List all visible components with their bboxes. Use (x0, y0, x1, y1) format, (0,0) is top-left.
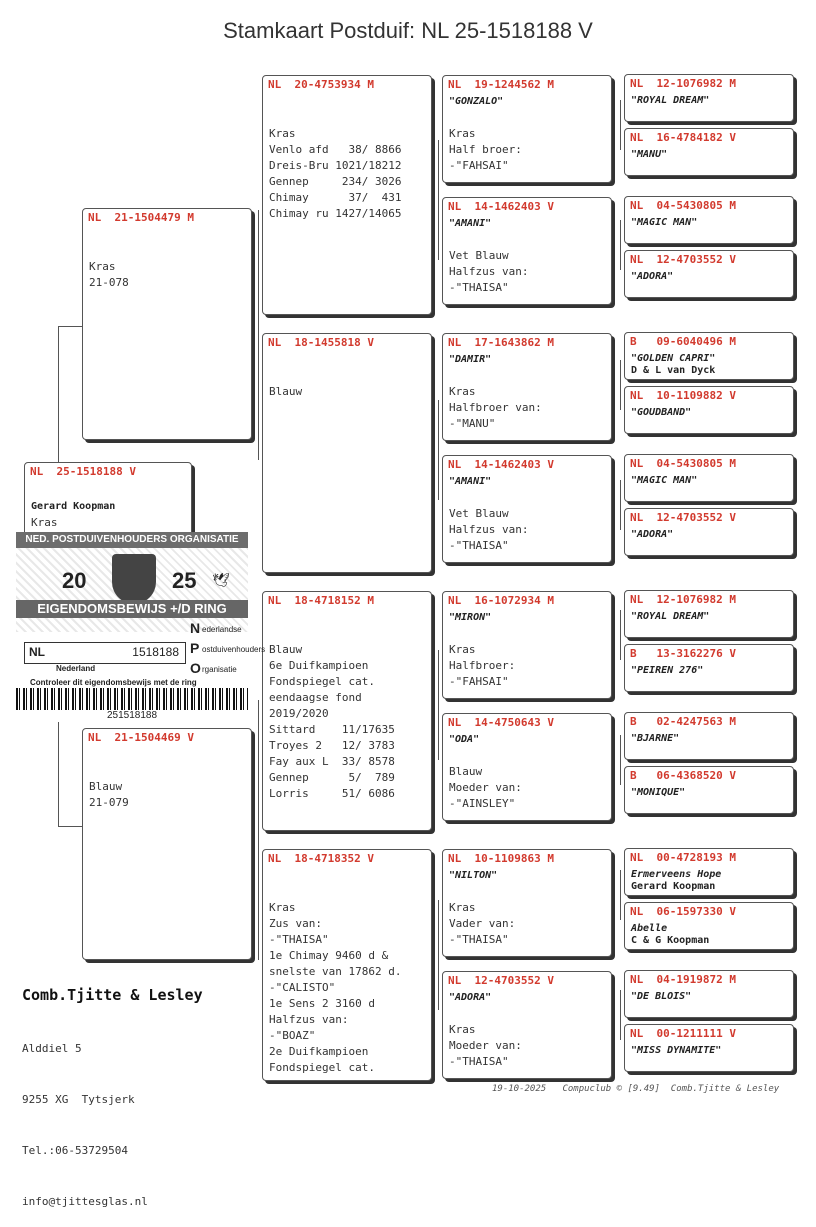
certificate-letter: P (190, 640, 200, 656)
pigeon-name: Abelle (631, 923, 668, 934)
pigeon-name: "ROYAL DREAM" (631, 95, 710, 106)
card-line: Kras (449, 1023, 476, 1036)
ring-number: NL 12-1076982 M (630, 593, 736, 606)
card-line: 6e Duifkampioen (269, 659, 369, 672)
ancestor-card (624, 454, 794, 502)
card-line: Troyes 2 12/ 3783 (269, 739, 395, 752)
great-grandparent-card (442, 455, 612, 563)
dove-icon: 🕊 (212, 572, 230, 588)
card-line: Fondspiegel cat. (269, 1061, 375, 1074)
connector-line (620, 220, 621, 270)
card-line: Vader van: (449, 917, 516, 930)
ring-number: NL 19-1244562 M (448, 78, 554, 91)
pigeon-name: "GOLDEN CAPRI" (631, 353, 716, 364)
pigeon-name: "GOUDBAND" (631, 407, 692, 418)
card-line: -"THAISA" (449, 933, 509, 946)
card-line: Blauw (269, 643, 303, 656)
great-grandparent-card (442, 333, 612, 441)
connector-line (438, 900, 439, 1010)
pigeon-name: "AMANI" (449, 218, 492, 229)
connector-line (258, 700, 259, 960)
certificate-note: Controleer dit eigendomsbewijs met de ring (30, 678, 197, 687)
card-line: -"THAISA" (269, 933, 329, 946)
certificate-letter-word: ederlandse (202, 625, 242, 634)
card-line: Kras (89, 260, 116, 273)
great-grandparent-card (442, 971, 612, 1079)
ring-number: NL 16-1072934 M (448, 594, 554, 607)
ring-number: NL 12-1076982 M (630, 77, 736, 90)
ring-number: NL 25-1518188 V (30, 465, 136, 478)
ancestor-card (624, 128, 794, 176)
ring-number: B 13-3162276 V (630, 647, 736, 660)
card-line: 1e Chimay 9460 d & (269, 949, 389, 962)
ring-number: NL 12-4703552 V (630, 253, 736, 266)
certificate-letter: O (190, 660, 201, 676)
card-line: Dreis-Bru 1021/18212 (269, 159, 402, 172)
certificate-banner: EIGENDOMSBEWIJS +/D RING (16, 600, 248, 618)
certificate-country: Nederland (56, 664, 96, 673)
card-line: -"FAHSAI" (449, 159, 509, 172)
card-line: Moeder van: (449, 781, 522, 794)
ring-number: NL 14-1462403 V (448, 200, 554, 213)
card-line: 21-078 (89, 276, 129, 289)
ancestor-card (624, 74, 794, 122)
card-line: -"CALISTO" (269, 981, 336, 994)
card-line: -"THAISA" (449, 1055, 509, 1068)
grandparent-card (262, 333, 432, 573)
pigeon-name: "DE BLOIS" (631, 991, 692, 1002)
pigeon-name: "ADORA" (631, 529, 674, 540)
address-line: 9255 XG Tytsjerk (22, 1093, 135, 1106)
card-line: eendaagse fond (269, 691, 362, 704)
ancestor-card (624, 644, 794, 692)
connector-line (258, 210, 259, 460)
pigeon-name: "PEIREN 276" (631, 665, 704, 676)
ancestor-card (624, 848, 794, 896)
card-line: Kras (31, 516, 58, 529)
card-line: Halfzus van: (269, 1013, 349, 1026)
pigeon-name: "MAGIC MAN" (631, 475, 698, 486)
connector-line (620, 870, 621, 920)
card-line: -"THAISA" (449, 539, 509, 552)
certificate-letter-word: rganisatie (202, 665, 237, 674)
pigeon-name: "ROYAL DREAM" (631, 611, 710, 622)
card-line: Halfzus van: (449, 265, 529, 278)
subject-pigeon-card (24, 462, 192, 536)
print-info: 19-10-2025 Compuclub © [9.49] Comb.Tjitte & Lesley (492, 1084, 780, 1094)
pigeon-name: "MIRON" (449, 612, 492, 623)
card-line: Vet Blauw (449, 249, 509, 262)
card-line: -"BOAZ" (269, 1029, 316, 1042)
pigeon-name: "BJARNE" (631, 733, 680, 744)
card-line: 1e Sens 2 3160 d (269, 997, 375, 1010)
connector-line (620, 360, 621, 410)
ancestor-card (624, 1024, 794, 1072)
breeder-name: Comb.Tjitte & Lesley (22, 986, 203, 1004)
card-line: Kras (269, 901, 296, 914)
card-line: Kras (449, 127, 476, 140)
grandparent-card (262, 849, 432, 1081)
certificate-ring-field (24, 642, 186, 664)
ring-number: NL 14-1462403 V (448, 458, 554, 471)
card-line: Sittard 11/17635 (269, 723, 395, 736)
card-line: Fondspiegel cat. (269, 675, 375, 688)
barcode-number: 251518188 (106, 710, 158, 721)
ancestor-card (624, 590, 794, 638)
owner-name: Gerard Koopman (631, 881, 716, 892)
ring-number: NL 12-4703552 V (630, 511, 736, 524)
ring-number: NL 12-4703552 V (448, 974, 554, 987)
connector-line (620, 480, 621, 530)
address-line: Tel.:06-53729504 (22, 1144, 128, 1157)
pigeon-name: "MONIQUE" (631, 787, 686, 798)
connector-line (438, 140, 439, 260)
ring-number: NL 18-4718352 V (268, 852, 374, 865)
ancestor-card (624, 902, 794, 950)
card-line: Halfbroer: (449, 659, 516, 672)
ancestor-card (624, 970, 794, 1018)
card-line: -"FAHSAI" (449, 675, 509, 688)
certificate-letter-word: ostduivenhouders (202, 645, 266, 654)
card-line: Blauw (269, 385, 303, 398)
pigeon-name: "MAGIC MAN" (631, 217, 698, 228)
card-line: Kras (449, 643, 476, 656)
pigeon-name: "AMANI" (449, 476, 492, 487)
breeder-address (22, 1006, 148, 1227)
ring-number: NL 17-1643862 M (448, 336, 554, 349)
card-line: Halfzus van: (449, 523, 529, 536)
card-line: Gennep 234/ 3026 (269, 175, 402, 188)
page-title: Stamkaart Postduif: NL 25-1518188 V (223, 18, 593, 43)
sire-card (82, 208, 252, 440)
pigeon-name: "ODA" (449, 734, 480, 745)
ancestor-card (624, 712, 794, 760)
owner-name: Gerard Koopman (31, 501, 116, 512)
card-line: Zus van: (269, 917, 322, 930)
great-grandparent-card (442, 849, 612, 957)
pigeon-name: "ADORA" (449, 992, 492, 1003)
connector-line (58, 326, 84, 327)
ring-number: NL 21-1504479 M (88, 211, 194, 224)
owner-name: C & G Koopman (631, 935, 710, 946)
card-line: -"AINSLEY" (449, 797, 516, 810)
owner-name: D & L van Dyck (631, 365, 716, 376)
card-line: Lorris 51/ 6086 (269, 787, 395, 800)
ring-number: B 02-4247563 M (630, 715, 736, 728)
ring-number: NL 00-4728193 M (630, 851, 736, 864)
ancestor-card (624, 332, 794, 380)
card-line: Venlo afd 38/ 8866 (269, 143, 402, 156)
pigeon-name: "MANU" (631, 149, 668, 160)
connector-line (438, 400, 439, 500)
ring-number: B 09-6040496 M (630, 335, 736, 348)
crest-icon (112, 554, 156, 604)
pigeon-name: "ADORA" (631, 271, 674, 282)
card-line: Fay aux L 33/ 8578 (269, 755, 395, 768)
certificate-country-code: NL (29, 645, 45, 659)
card-line: 2019/2020 (269, 707, 329, 720)
grandparent-card (262, 75, 432, 315)
connector-line (58, 826, 84, 827)
dam-card (82, 728, 252, 960)
card-line: Chimay ru 1427/14065 (269, 207, 402, 220)
card-line: Moeder van: (449, 1039, 522, 1052)
ancestor-card (624, 766, 794, 814)
ring-number: NL 06-1597330 V (630, 905, 736, 918)
certificate-letter: N (190, 620, 201, 636)
pigeon-name: "NILTON" (449, 870, 498, 881)
ancestor-card (624, 250, 794, 298)
ancestor-card (624, 196, 794, 244)
ring-number: NL 16-4784182 V (630, 131, 736, 144)
ring-number: NL 04-5430805 M (630, 457, 736, 470)
connector-line (620, 735, 621, 785)
card-line: Blauw (89, 780, 123, 793)
card-line: Half broer: (449, 143, 522, 156)
ring-certificate (16, 532, 266, 722)
pigeon-name: "DAMIR" (449, 354, 492, 365)
card-line: Gennep 5/ 789 (269, 771, 395, 784)
address-line: info@tjittesglas.nl (22, 1195, 148, 1208)
ring-number: NL 18-4718152 M (268, 594, 374, 607)
ring-number: NL 18-1455818 V (268, 336, 374, 349)
grandparent-card (262, 591, 432, 831)
ring-number: NL 21-1504469 V (88, 731, 194, 744)
great-grandparent-card (442, 713, 612, 821)
great-grandparent-card (442, 197, 612, 305)
ancestor-card (624, 386, 794, 434)
ring-number: NL 10-1109882 V (630, 389, 736, 402)
certificate-year-left: 20 (62, 568, 87, 593)
connector-line (620, 990, 621, 1040)
barcode (16, 688, 248, 710)
ring-number: NL 10-1109863 M (448, 852, 554, 865)
ancestor-card (624, 508, 794, 556)
card-line: Chimay 37/ 431 (269, 191, 402, 204)
card-line: Kras (449, 385, 476, 398)
card-line: Vet Blauw (449, 507, 509, 520)
certificate-org: NED. POSTDUIVENHOUDERS ORGANISATIE (16, 532, 248, 548)
card-line: -"THAISA" (449, 281, 509, 294)
connector-line (620, 100, 621, 150)
card-line: Kras (449, 901, 476, 914)
great-grandparent-card (442, 591, 612, 699)
ring-number: NL 00-1211111 V (630, 1027, 736, 1040)
connector-line (620, 610, 621, 660)
pigeon-name: "MISS DYNAMITE" (631, 1045, 722, 1056)
certificate-year-right: 25 (172, 568, 197, 593)
connector-line (438, 650, 439, 760)
ring-number: NL 04-1919872 M (630, 973, 736, 986)
card-line: Blauw (449, 765, 483, 778)
ring-number: NL 04-5430805 M (630, 199, 736, 212)
card-line: Halfbroer van: (449, 401, 542, 414)
pigeon-name: "GONZALO" (449, 96, 504, 107)
ring-number: B 06-4368520 V (630, 769, 736, 782)
certificate-ring-number: 1518188 (132, 645, 179, 659)
card-line: Kras (269, 127, 296, 140)
ring-number: NL 20-4753934 M (268, 78, 374, 91)
card-line: 2e Duifkampioen (269, 1045, 369, 1058)
card-line: -"MANU" (449, 417, 496, 430)
address-line: Alddiel 5 (22, 1042, 82, 1055)
pigeon-name: Ermerveens Hope (631, 869, 722, 880)
card-line: 21-079 (89, 796, 129, 809)
ring-number: NL 14-4750643 V (448, 716, 554, 729)
great-grandparent-card (442, 75, 612, 183)
card-line: snelste van 17862 d. (269, 965, 402, 978)
